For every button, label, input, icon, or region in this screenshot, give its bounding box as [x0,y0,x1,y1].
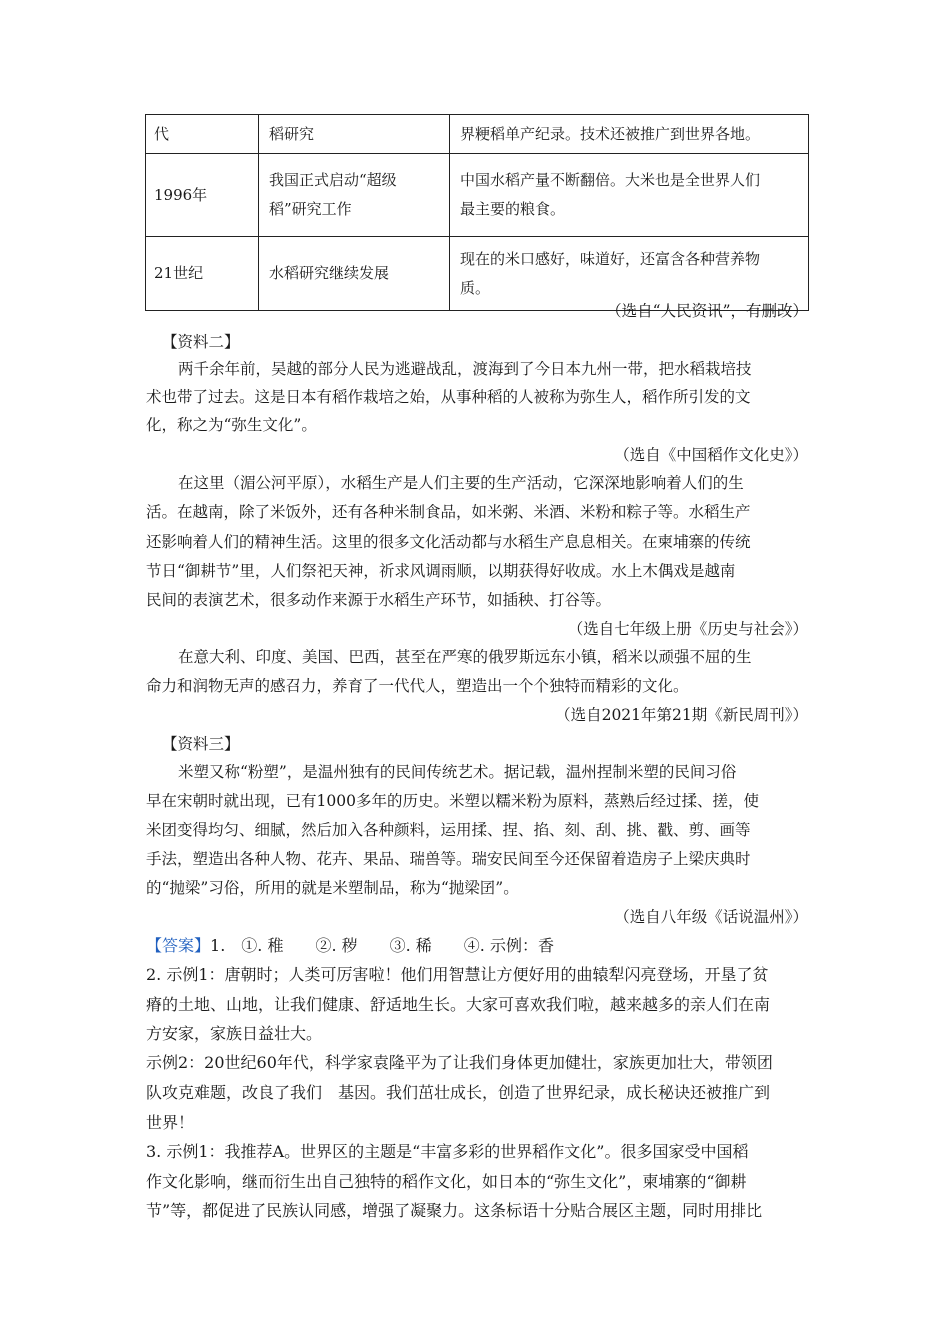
material2-p2-line: 活。在越南，除了米饭外，还有各种米制食品，如米粥、米酒、米粉和粽子等。水稻生产 [146,503,751,521]
answer-q3-line: 节”等，都促进了民族认同感，增强了凝聚力。这条标语十分贴合展区主题，同时用排比 [146,1201,763,1220]
answer-q2-line: 2. 示例1：唐朝时；人类可厉害啦！他们用智慧让方便好用的曲辕犁闪亮登场，开垦了贫 [146,965,769,984]
material2-heading: 【资料二】 [162,333,240,351]
table-cell-impact [450,115,809,154]
material3-p1-line: 的“抛梁”习俗，所用的就是米塑制品，称为“抛梁囝”。 [146,879,519,897]
material3-p1-line: 米塑又称“粉塑”，是温州独有的民间传统艺术。据记载，温州捏制米塑的民间习俗 [178,763,737,781]
material2-p2-line: 还影响着人们的精神生活。这里的很多文化活动都与水稻生产息息相关。在柬埔寨的传统 [146,533,751,551]
material3-p1-line: 早在宋朝时就出现，已有1000多年的历史。米塑以糯米粉为原料，蒸熟后经过揉、搓，使 [146,792,759,810]
material2-p3-line: 命力和润物无声的感召力，养育了一代代人，塑造出一个个独特而精彩的文化。 [146,677,689,695]
cell-line: 最主要的粮食。 [460,200,566,218]
table-row [146,154,809,237]
table-cell-era: 代 [146,115,259,154]
table-row [146,115,809,154]
table-cell-event: 稻研究 [259,115,450,154]
material3-source: （选自八年级《话说温州》） [614,908,808,926]
rice-history-table [145,114,809,311]
answer-q2-line: 世界！ [146,1113,195,1132]
material2-source2: （选自七年级上册《历史与社会》） [567,620,808,638]
material2-p1-line: 化，称之为“弥生文化”。 [146,416,317,434]
material2-p1-line: 术也带了过去。这是日本有稻作栽培之始，从事种稻的人被称为弥生人，稻作所引发的文 [146,388,751,406]
material2-p2-line: 在这里（湄公河平原），水稻生产是人们主要的生产活动，它深深地影响着人们的生 [178,474,744,492]
cell-line: 现在的米口感好，味道好，还富含各种营养物 [460,249,761,268]
cell-line: 中国水稻产量不断翻倍。大米也是全世界人们 [460,171,761,189]
answer-tag: 【答案】 [146,936,211,955]
answer-q1 [146,933,554,956]
material2-p1-line: 两千余年前，吴越的部分人民为逃避战乱，渡海到了今日本九州一带，把水稻栽培技 [178,360,752,378]
table-cell-event: 水稻研究继续发展 [259,237,450,311]
answer-q2-line: 示例2：20世纪60年代，科学家袁隆平为了让我们身体更加健壮，家族更加壮大，带领团 [146,1053,773,1072]
answer-q2-line: 瘠的土地、山地，让我们健康、舒适地生长。大家可喜欢我们啦，越来越多的亲人们在南 [146,995,771,1014]
material2-p2-line: 民间的表演艺术，很多动作来源于水稻生产环节，如插秧、打谷等。 [146,591,612,609]
cell-line: 界粳稻单产纪录。技术还被推广到世界各地。 [460,124,761,143]
table-source: （选自“人民资讯”，有删改） [606,302,808,320]
answer-q3-line: 3. 示例1：我推荐A。世界区的主题是“丰富多彩的世界稻作文化”。很多国家受中国稻 [146,1142,749,1161]
table-cell-era: 21世纪 [146,237,259,311]
answer-q2-line: 队攻克难题，改良了我们 基因。我们茁壮成长，创造了世界纪录，成长秘诀还被推广到 [146,1083,771,1102]
table-cell-impact [450,154,809,237]
answer-q1-text: 1. ①. 稚 ②. 秽 ③. 稀 ④. 示例：香 [210,936,554,955]
cell-line: 我国正式启动“超级 [269,171,397,189]
material3-p1-line: 手法，塑造出各种人物、花卉、果品、瑞兽等。瑞安民间至今还保留着造房子上梁庆典时 [146,850,751,868]
material2-p2-line: 节日“御耕节”里，人们祭祀天神，祈求风调雨顺，以期获得好收成。水上木偶戏是越南 [146,562,736,580]
cell-line: 质。 [460,278,491,297]
material2-p3-line: 在意大利、印度、美国、巴西，甚至在严寒的俄罗斯远东小镇，稻米以顽强不屈的生 [178,648,752,666]
material3-p1-line: 米团变得均匀、细腻，然后加入各种颜料，运用揉、捏、掐、刻、刮、挑、戳、剪、画等 [146,821,751,839]
table-cell-event [259,154,450,237]
cell-line: 稻”研究工作 [269,200,352,218]
material3-heading: 【资料三】 [162,735,240,753]
material2-source1: （选自《中国稻作文化史》） [614,446,808,464]
material2-source3: （选自2021年第21期《新民周刊》） [555,706,808,724]
answer-q2-line: 方安家，家族日益壮大。 [146,1024,323,1043]
answer-q3-line: 作文化影响，继而衍生出自己独特的稻作文化，如日本的“弥生文化”，柬埔寨的“御耕 [146,1172,747,1191]
table-cell-era: 1996年 [146,154,259,237]
